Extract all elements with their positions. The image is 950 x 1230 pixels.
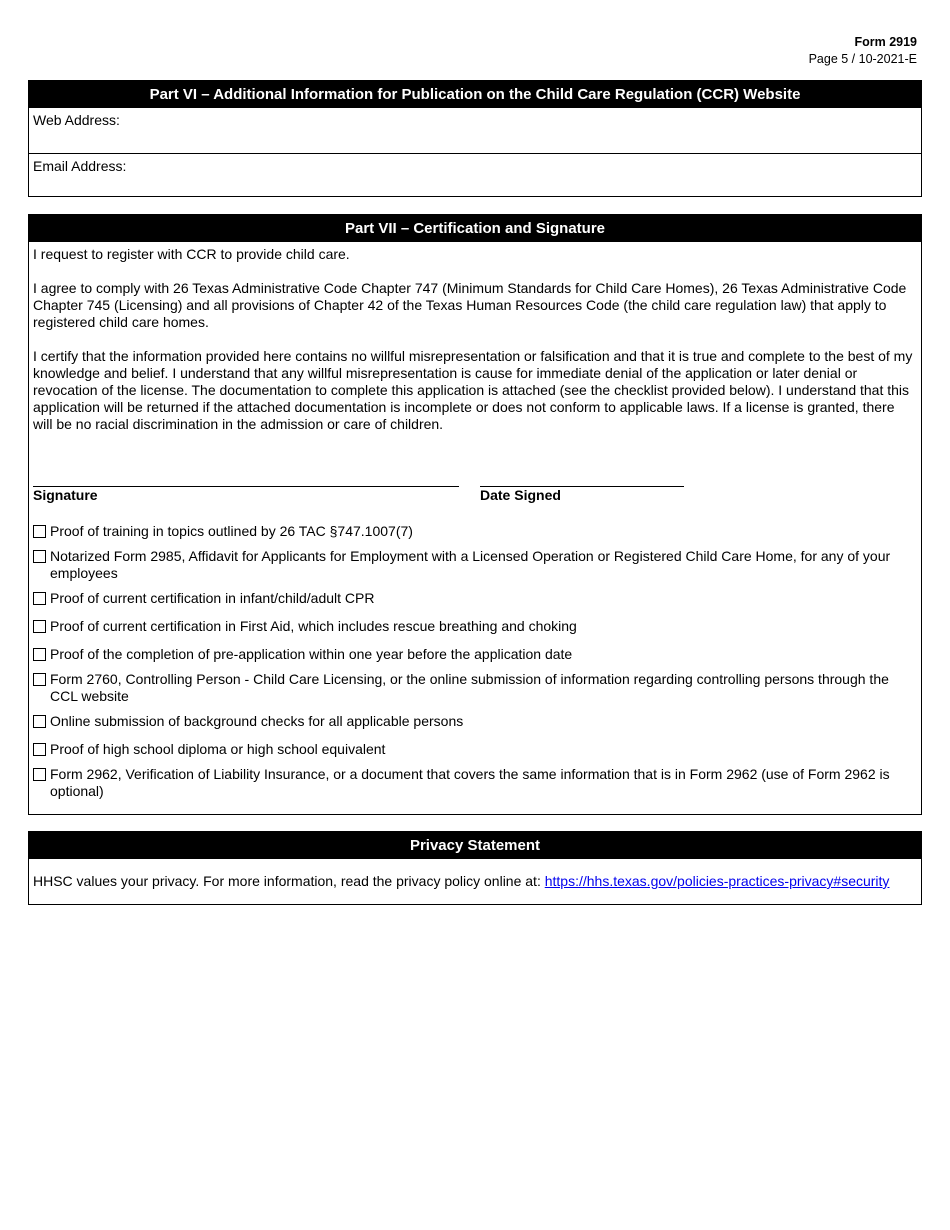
checklist-item [33, 590, 913, 607]
checklist-item-label: Proof of current certification in First Aid, which includes rescue breathing and choking [50, 618, 577, 634]
checklist-item [33, 741, 913, 758]
checklist-item-label: Form 2760, Controlling Person - Child Care Licensing, or the online submission of information regarding controlling persons through the CCL website [50, 671, 889, 704]
checkbox[interactable] [33, 715, 46, 728]
privacy-text: HHSC values your privacy. For more information, read the privacy policy online at: [33, 873, 545, 889]
checkbox[interactable] [33, 550, 46, 563]
checkbox[interactable] [33, 743, 46, 756]
certification-text [29, 242, 921, 433]
checklist-item-label: Proof of the completion of pre-application within one year before the application date [50, 646, 573, 662]
checklist-item-label: Proof of current certification in infant/child/adult CPR [50, 590, 375, 606]
part7-section [28, 214, 922, 815]
checklist-item-label: Proof of training in topics outlined by 26 TAC §747.1007(7) [50, 523, 413, 539]
email-address-label: Email Address: [33, 158, 127, 174]
signature-label: Signature [33, 487, 98, 503]
form-header [809, 34, 917, 68]
page-info: Page 5 / 10-2021-E [808, 52, 917, 66]
checkbox[interactable] [33, 620, 46, 633]
checklist-item-label: Notarized Form 2985, Affidavit for Applicants for Employment with a Licensed Operation or Registered Child Care Home, for any of your employees [50, 548, 891, 581]
signature-area [33, 486, 913, 506]
checkbox[interactable] [33, 592, 46, 605]
cert-paragraph-request: I request to register with CCR to provide child care. [33, 246, 350, 262]
web-address-field[interactable] [29, 108, 921, 153]
checkbox[interactable] [33, 768, 46, 781]
checklist-item [33, 523, 913, 540]
form-number: Form 2919 [854, 35, 917, 49]
date-signed-label: Date Signed [480, 487, 561, 503]
checklist-item-label: Form 2962, Verification of Liability Insurance, or a document that covers the same information that is in Form 2962 (use of Form 2962 is optional) [50, 766, 890, 799]
part6-section [28, 80, 922, 197]
checklist-item [33, 646, 913, 663]
privacy-title: Privacy Statement [29, 832, 921, 859]
checklist-item [33, 671, 913, 705]
web-address-label: Web Address: [33, 112, 120, 128]
checklist-item [33, 618, 913, 635]
email-address-field[interactable] [29, 153, 921, 198]
checklist-item-label: Online submission of background checks for all applicable persons [50, 713, 464, 729]
part7-title: Part VII – Certification and Signature [29, 215, 921, 242]
checklist-item-label: Proof of high school diploma or high school equivalent [50, 741, 386, 757]
cert-paragraph-agree: I agree to comply with 26 Texas Administrative Code Chapter 747 (Minimum Standards for Child Care Homes), 26 Texas Administrative Code Chapter 745 (Licensing) and all provisions of Chapter 42 of the Texas Human Resources Code (the child care regulation law) that apply to registered child care homes. [33, 280, 907, 330]
cert-paragraph-certify: I certify that the information provided here contains no willful misrepresentation or falsification and that it is true and complete to the best of my knowledge and belief. I understand that any willful misrepresentation is cause for immediate denial of the application or later denial or revocation of the license. The documentation to complete this application is attached (see the checklist provided below). I understand that this application will be returned if the attached documentation is incomplete or does not conform to applicable laws. If a license is granted, there will be no racial discrimination in the admission or care of children. [33, 348, 913, 432]
checklist-item [33, 766, 913, 800]
privacy-policy-link[interactable]: https://hhs.texas.gov/policies-practices-privacy#security [544, 873, 890, 889]
checklist-item [33, 713, 913, 730]
checkbox[interactable] [33, 525, 46, 538]
privacy-section [28, 831, 922, 905]
checkbox[interactable] [33, 673, 46, 686]
checklist-item [33, 548, 913, 582]
privacy-statement [29, 859, 921, 890]
checkbox[interactable] [33, 648, 46, 661]
part6-title: Part VI – Additional Information for Publication on the Child Care Regulation (CCR) Website [29, 81, 921, 108]
